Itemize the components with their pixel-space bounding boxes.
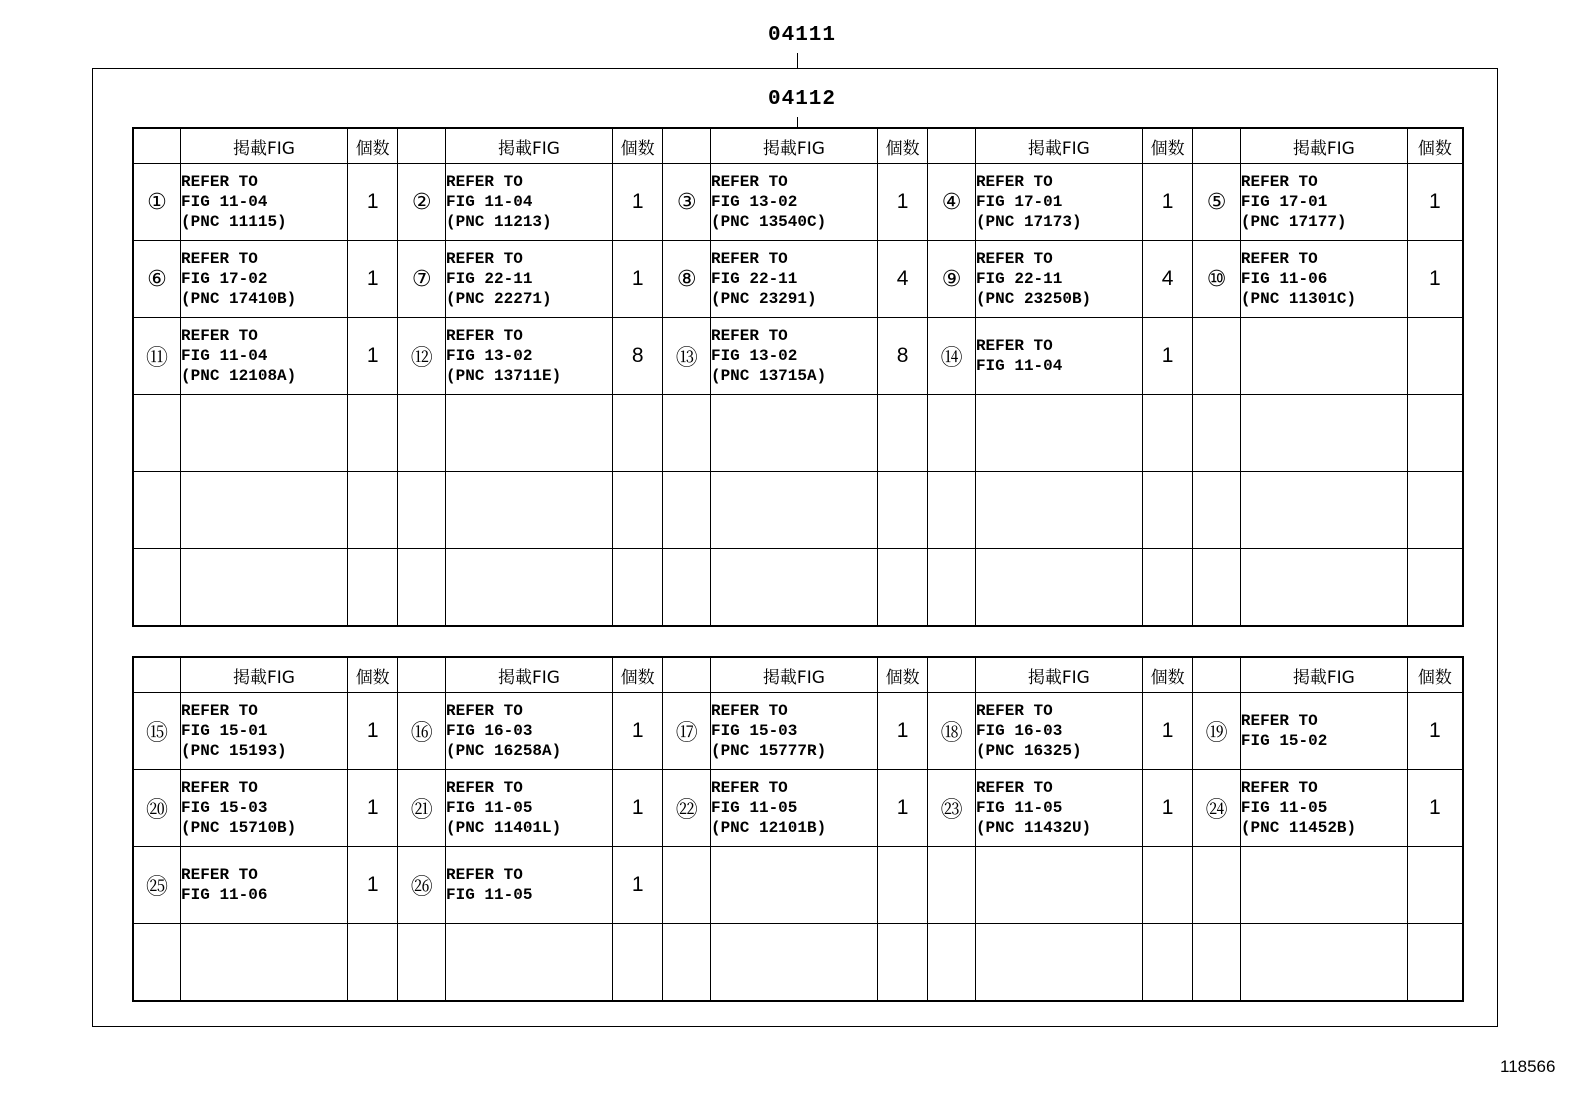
fig-reference: REFER TO FIG 13-02 (PNC 13715A): [710, 318, 877, 395]
quantity: 1: [1407, 164, 1463, 241]
header-fig: 掲載FIG: [710, 128, 877, 164]
header-number-cell: [663, 657, 711, 693]
table-row: [133, 847, 1463, 924]
quantity: [1142, 847, 1193, 924]
fig-reference: REFER TO FIG 13-02 (PNC 13540C): [710, 164, 877, 241]
quantity: 1: [612, 693, 663, 770]
quantity: 1: [347, 164, 398, 241]
item-number: ③: [663, 164, 711, 241]
fig-reference: [446, 395, 613, 472]
table-row: [133, 770, 1463, 847]
fig-reference: REFER TO FIG 11-05 (PNC 12101B): [710, 770, 877, 847]
quantity: 1: [1142, 693, 1193, 770]
quantity: [1407, 847, 1463, 924]
table-header-row: [133, 657, 1463, 693]
table-row: [133, 549, 1463, 627]
item-number: [928, 472, 976, 549]
quantity: 1: [347, 241, 398, 318]
fig-reference: REFER TO FIG 11-04 (PNC 11213): [446, 164, 613, 241]
figure-id: 118566: [1500, 1057, 1556, 1076]
fig-reference: REFER TO FIG 22-11 (PNC 23250B): [975, 241, 1142, 318]
inner-assembly-code: 04112: [768, 88, 837, 111]
quantity: [877, 549, 928, 627]
table-row: [133, 318, 1463, 395]
table-row: [133, 693, 1463, 770]
item-number: ⑯: [398, 693, 446, 770]
item-number: [1193, 395, 1241, 472]
item-number: ⑲: [1193, 693, 1241, 770]
item-number: [398, 472, 446, 549]
header-fig: 掲載FIG: [1240, 657, 1407, 693]
parts-table-upper: [132, 127, 1464, 627]
quantity: [1407, 395, 1463, 472]
item-number: [928, 549, 976, 627]
item-number: ⑪: [133, 318, 181, 395]
item-number: ㉑: [398, 770, 446, 847]
item-number: ⑳: [133, 770, 181, 847]
fig-reference: [710, 924, 877, 1002]
header-qty: 個数: [1407, 128, 1463, 164]
fig-reference: REFER TO FIG 15-03 (PNC 15777R): [710, 693, 877, 770]
header-qty: 個数: [347, 128, 398, 164]
header-number-cell: [133, 128, 181, 164]
fig-reference: REFER TO FIG 11-06: [181, 847, 348, 924]
header-number-cell: [663, 128, 711, 164]
item-number: ⑩: [1193, 241, 1241, 318]
fig-reference: [975, 549, 1142, 627]
item-number: [928, 395, 976, 472]
fig-reference: [975, 395, 1142, 472]
quantity: [347, 549, 398, 627]
item-number: ⑱: [928, 693, 976, 770]
header-fig: 掲載FIG: [710, 657, 877, 693]
item-number: [1193, 472, 1241, 549]
fig-reference: [1240, 924, 1407, 1002]
header-qty: 個数: [877, 657, 928, 693]
fig-reference: REFER TO FIG 13-02 (PNC 13711E): [446, 318, 613, 395]
item-number: [1193, 847, 1241, 924]
fig-reference: [1240, 395, 1407, 472]
header-fig: 掲載FIG: [975, 657, 1142, 693]
fig-reference: [975, 924, 1142, 1002]
fig-reference: [446, 472, 613, 549]
table-row: [133, 924, 1463, 1002]
quantity: [1142, 549, 1193, 627]
parts-table-lower: [132, 656, 1464, 1002]
header-fig: 掲載FIG: [446, 128, 613, 164]
outer-leader-line: [797, 53, 798, 68]
header-number-cell: [928, 128, 976, 164]
table-row: [133, 241, 1463, 318]
fig-reference: [975, 847, 1142, 924]
fig-reference: REFER TO FIG 11-05 (PNC 11452B): [1240, 770, 1407, 847]
quantity: 1: [612, 770, 663, 847]
header-qty: 個数: [1142, 657, 1193, 693]
fig-reference: REFER TO FIG 17-02 (PNC 17410B): [181, 241, 348, 318]
quantity: [877, 472, 928, 549]
fig-reference: [975, 472, 1142, 549]
header-fig: 掲載FIG: [181, 657, 348, 693]
quantity: 1: [612, 241, 663, 318]
quantity: [877, 395, 928, 472]
fig-reference: REFER TO FIG 11-04 (PNC 11115): [181, 164, 348, 241]
item-number: ㉕: [133, 847, 181, 924]
header-fig: 掲載FIG: [975, 128, 1142, 164]
item-number: [928, 924, 976, 1002]
item-number: [663, 395, 711, 472]
fig-reference: [446, 924, 613, 1002]
header-qty: 個数: [877, 128, 928, 164]
item-number: [663, 472, 711, 549]
quantity: [1142, 395, 1193, 472]
item-number: ④: [928, 164, 976, 241]
fig-reference: [181, 472, 348, 549]
fig-reference: [181, 549, 348, 627]
header-number-cell: [1193, 657, 1241, 693]
item-number: [133, 549, 181, 627]
quantity: 1: [1407, 241, 1463, 318]
fig-reference: REFER TO FIG 11-05: [446, 847, 613, 924]
fig-reference: [710, 395, 877, 472]
header-number-cell: [133, 657, 181, 693]
fig-reference: REFER TO FIG 11-06 (PNC 11301C): [1240, 241, 1407, 318]
item-number: ⑤: [1193, 164, 1241, 241]
header-number-cell: [1193, 128, 1241, 164]
header-qty: 個数: [1407, 657, 1463, 693]
quantity: [612, 472, 663, 549]
fig-reference: [181, 395, 348, 472]
item-number: ⑰: [663, 693, 711, 770]
fig-reference: REFER TO FIG 11-05 (PNC 11432U): [975, 770, 1142, 847]
item-number: ㉒: [663, 770, 711, 847]
header-qty: 個数: [612, 657, 663, 693]
header-number-cell: [928, 657, 976, 693]
quantity: [1407, 549, 1463, 627]
item-number: [133, 395, 181, 472]
item-number: [398, 549, 446, 627]
header-fig: 掲載FIG: [1240, 128, 1407, 164]
fig-reference: REFER TO FIG 17-01 (PNC 17173): [975, 164, 1142, 241]
item-number: ①: [133, 164, 181, 241]
quantity: 1: [877, 164, 928, 241]
quantity: 1: [347, 847, 398, 924]
quantity: 1: [347, 318, 398, 395]
fig-reference: REFER TO FIG 15-01 (PNC 15193): [181, 693, 348, 770]
fig-reference: [446, 549, 613, 627]
item-number: ⑥: [133, 241, 181, 318]
quantity: 1: [877, 693, 928, 770]
quantity: [347, 395, 398, 472]
item-number: [1193, 549, 1241, 627]
item-number: [663, 847, 711, 924]
fig-reference: REFER TO FIG 11-04: [975, 318, 1142, 395]
item-number: [1193, 924, 1241, 1002]
quantity: 1: [877, 770, 928, 847]
header-qty: 個数: [1142, 128, 1193, 164]
item-number: ⑧: [663, 241, 711, 318]
item-number: [133, 924, 181, 1002]
fig-reference: REFER TO FIG 15-03 (PNC 15710B): [181, 770, 348, 847]
item-number: ⑭: [928, 318, 976, 395]
quantity: [612, 395, 663, 472]
item-number: ⑦: [398, 241, 446, 318]
item-number: [1193, 318, 1241, 395]
fig-reference: REFER TO FIG 15-02: [1240, 693, 1407, 770]
item-number: ②: [398, 164, 446, 241]
table-row: [133, 472, 1463, 549]
header-fig: 掲載FIG: [446, 657, 613, 693]
quantity: [1407, 472, 1463, 549]
quantity: [1142, 924, 1193, 1002]
header-number-cell: [398, 657, 446, 693]
quantity: [1407, 318, 1463, 395]
item-number: ⑨: [928, 241, 976, 318]
table-row: [133, 164, 1463, 241]
fig-reference: [1240, 847, 1407, 924]
fig-reference: [1240, 472, 1407, 549]
fig-reference: [181, 924, 348, 1002]
fig-reference: [1240, 549, 1407, 627]
quantity: 1: [1407, 693, 1463, 770]
quantity: 1: [1142, 770, 1193, 847]
fig-reference: [1240, 318, 1407, 395]
quantity: [877, 847, 928, 924]
quantity: 1: [1142, 318, 1193, 395]
header-qty: 個数: [347, 657, 398, 693]
item-number: [398, 395, 446, 472]
quantity: [612, 924, 663, 1002]
header-fig: 掲載FIG: [181, 128, 348, 164]
fig-reference: [710, 472, 877, 549]
item-number: ㉖: [398, 847, 446, 924]
item-number: [928, 847, 976, 924]
quantity: [612, 549, 663, 627]
quantity: 8: [877, 318, 928, 395]
item-number: [398, 924, 446, 1002]
quantity: 4: [877, 241, 928, 318]
fig-reference: REFER TO FIG 22-11 (PNC 22271): [446, 241, 613, 318]
quantity: [877, 924, 928, 1002]
outer-assembly-code: 04111: [768, 24, 837, 47]
fig-reference: REFER TO FIG 16-03 (PNC 16325): [975, 693, 1142, 770]
quantity: 1: [1407, 770, 1463, 847]
header-number-cell: [398, 128, 446, 164]
fig-reference: REFER TO FIG 11-05 (PNC 11401L): [446, 770, 613, 847]
quantity: 1: [612, 847, 663, 924]
item-number: [133, 472, 181, 549]
table-row: [133, 395, 1463, 472]
fig-reference: REFER TO FIG 11-04 (PNC 12108A): [181, 318, 348, 395]
quantity: 4: [1142, 241, 1193, 318]
fig-reference: [710, 847, 877, 924]
quantity: [1407, 924, 1463, 1002]
item-number: ⑮: [133, 693, 181, 770]
item-number: ㉔: [1193, 770, 1241, 847]
quantity: [1142, 472, 1193, 549]
quantity: [347, 472, 398, 549]
header-qty: 個数: [612, 128, 663, 164]
fig-reference: REFER TO FIG 16-03 (PNC 16258A): [446, 693, 613, 770]
item-number: [663, 549, 711, 627]
item-number: ㉓: [928, 770, 976, 847]
quantity: [347, 924, 398, 1002]
quantity: 1: [1142, 164, 1193, 241]
item-number: ⑬: [663, 318, 711, 395]
fig-reference: [710, 549, 877, 627]
table-header-row: [133, 128, 1463, 164]
item-number: [663, 924, 711, 1002]
fig-reference: REFER TO FIG 22-11 (PNC 23291): [710, 241, 877, 318]
fig-reference: REFER TO FIG 17-01 (PNC 17177): [1240, 164, 1407, 241]
quantity: 8: [612, 318, 663, 395]
quantity: 1: [347, 770, 398, 847]
quantity: 1: [347, 693, 398, 770]
quantity: 1: [612, 164, 663, 241]
item-number: ⑫: [398, 318, 446, 395]
